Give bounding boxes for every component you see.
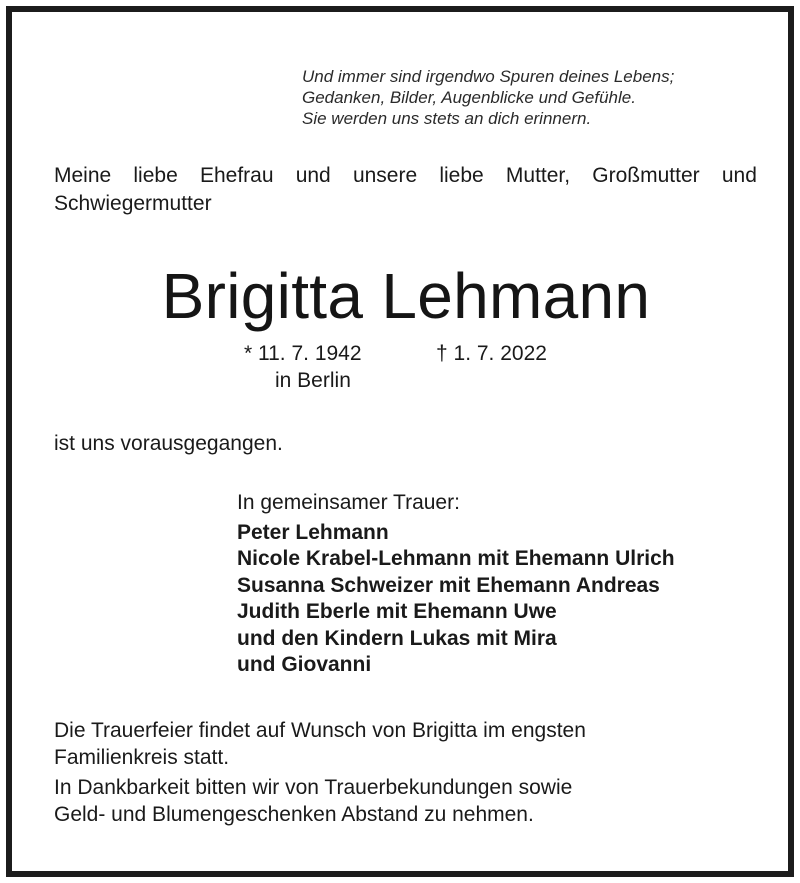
intro-text xyxy=(54,162,757,218)
mourners-block xyxy=(237,490,675,679)
mourner-name: Nicole Krabel-Lehmann mit Ehemann Ulrich xyxy=(237,547,675,570)
closing-line: Familienkreis statt. xyxy=(54,745,230,769)
intro-word: liebe xyxy=(133,164,178,187)
mourner-name: und Giovanni xyxy=(237,653,372,676)
mourner-name: Susanna Schweizer mit Ehemann Andreas xyxy=(237,573,660,597)
closing-line: Die Trauerfeier findet auf Wunsch von Brigitta im engsten xyxy=(54,719,586,742)
closing-line: Geld- und Blumengeschenken Abstand zu nehmen. xyxy=(54,802,534,826)
mourner-name: Judith Eberle mit Ehemann Uwe xyxy=(237,600,557,623)
quote-line: Gedanken, Bilder, Augenblicke und Gefühle. xyxy=(302,88,636,107)
intro-line-1 xyxy=(54,162,757,190)
intro-word: Großmutter xyxy=(592,164,700,187)
closing-text xyxy=(54,718,586,828)
quote-line: Sie werden uns stets an dich erinnern. xyxy=(302,109,592,128)
intro-word: Meine xyxy=(54,164,112,187)
death-date: † 1. 7. 2022 xyxy=(436,342,547,365)
intro-word: Ehefrau xyxy=(199,164,274,187)
quote-line: Und immer sind irgendwo Spuren deines Lebens; xyxy=(302,67,675,86)
donation-request xyxy=(54,775,586,828)
obituary-frame xyxy=(6,6,794,877)
preceded-text: ist uns vorausgegangen. xyxy=(54,432,283,455)
intro-word: liebe xyxy=(439,164,484,187)
intro-word: unsere xyxy=(352,164,418,187)
mourners-list xyxy=(237,520,675,679)
intro-line-2: Schwiegermutter xyxy=(54,192,212,215)
memorial-quote xyxy=(302,66,674,129)
intro-word: Mutter, xyxy=(505,164,571,187)
intro-word: und xyxy=(721,164,757,187)
mourners-label: In gemeinsamer Trauer: xyxy=(237,491,460,514)
intro-word: und xyxy=(295,164,331,187)
mourner-name: Peter Lehmann xyxy=(237,520,389,544)
closing-line: In Dankbarkeit bitten wir von Trauerbekundungen sowie xyxy=(54,776,573,799)
birthplace: in Berlin xyxy=(275,369,351,392)
mourner-name: und den Kindern Lukas mit Mira xyxy=(237,626,557,650)
funeral-notice xyxy=(54,718,586,771)
deceased-name: Brigitta Lehmann xyxy=(161,260,651,332)
birth-date: * 11. 7. 1942 xyxy=(244,342,362,365)
